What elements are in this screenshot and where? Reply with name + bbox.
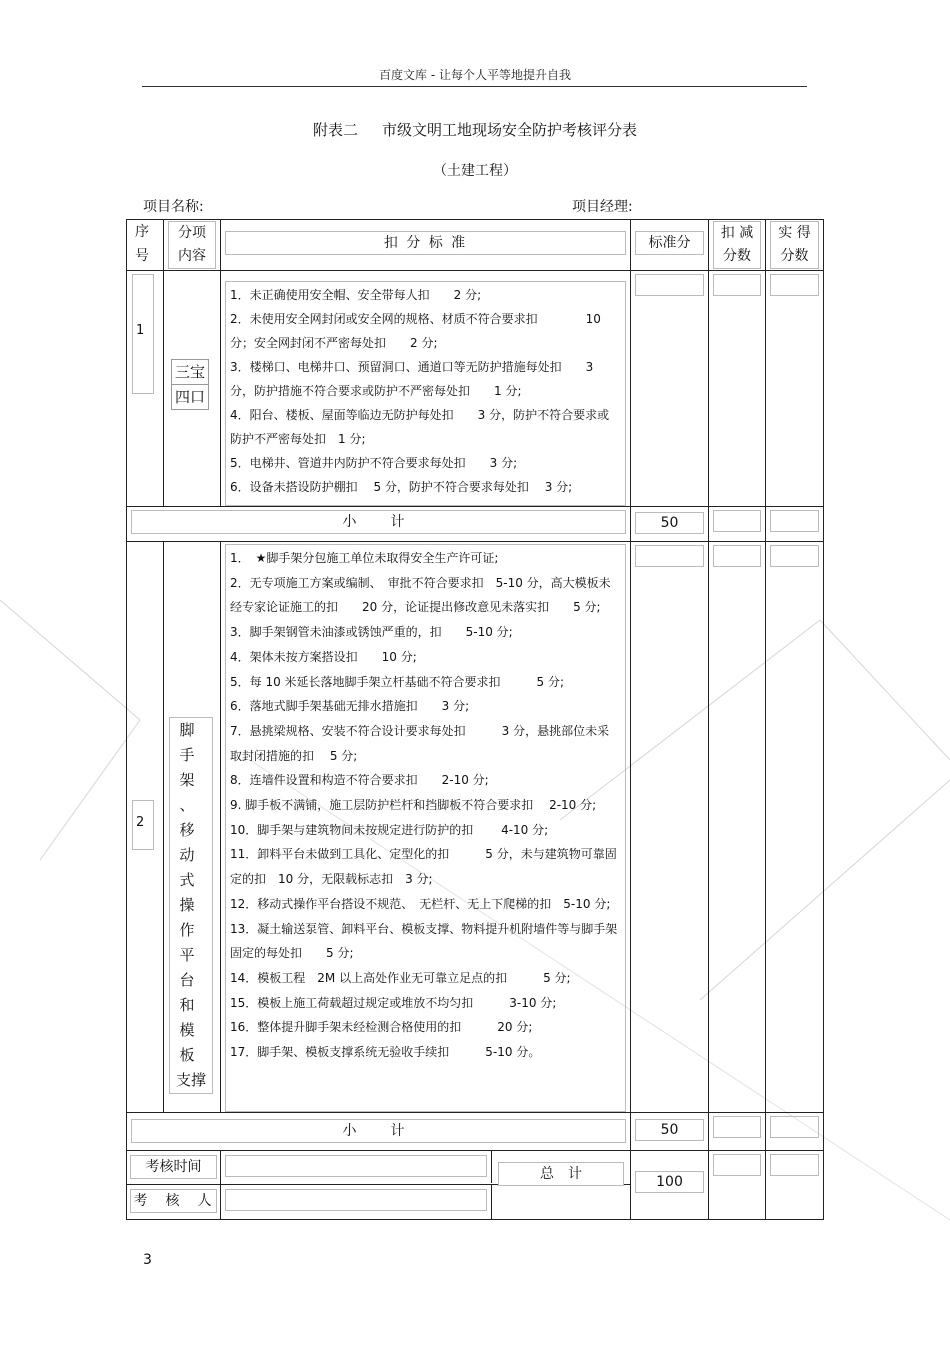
section-2-category-line: 式 操 [179,871,203,914]
section-2-subtotal-deduct-input[interactable] [713,1116,761,1138]
section-1-deduct-cell [709,271,766,507]
section-1-standard-cell [631,271,709,507]
criteria-item: 8．连墙件设置和构造不符合要求扣 2-10 分; [230,773,489,788]
section-2-category-line: 作 平 [179,921,203,964]
total-deduct-input[interactable] [713,1154,761,1176]
criteria-item: 15．模板上施工荷载超过规定或堆放不均匀扣 3-10 分; [230,995,557,1010]
total-actual-cell [766,1151,824,1220]
header-standard [631,220,709,271]
section-2-subtotal-score: 50 [635,1119,704,1141]
section-2-category-cell [164,542,221,1113]
criteria-item: 13．凝土输送泵管、卸料平台、模板支撑、物料提升机附墙件等与脚手架固定的每处扣 5 分; [230,921,618,961]
criteria-item: 12．移动式操作平台搭设不规范、 无栏杆、无上下爬梯的扣 5-10 分; [230,896,611,911]
header-seq-line1: 序 [135,224,149,240]
page-number: 3 [143,1252,152,1268]
section-2-subtotal-deduct-cell [709,1113,766,1151]
section-2-subtotal-label-cell [127,1113,631,1151]
examiner-label-cell [127,1185,221,1220]
section-2-subtotal-actual-cell [766,1113,824,1151]
section-1-subtotal-label-cell [127,507,631,542]
criteria-item: 1．未正确使用安全帽、安全带每人扣 2 分; [230,288,482,302]
header-actual-line1: 实 得 [778,225,811,241]
criteria-item: 14．模板工程 2M 以上高处作业无可靠立足点的扣 5 分; [230,970,571,985]
criteria-item: 7．悬挑梁规格、安装不符合设计要求每处扣 3 分，悬挑部位未采取封闭措施的扣 5 分; [230,723,610,763]
section-1-criteria-cell [221,271,631,507]
header-criteria-label: 扣 分 标 准 [225,231,626,255]
section-1-actual-input[interactable] [770,274,819,296]
section-2-subtotal-score-cell [631,1113,709,1151]
document-title [0,119,950,140]
section-1-criteria-list [225,281,626,506]
section-2-deduct-input[interactable] [713,545,761,567]
project-name-label: 项目名称: [143,199,204,215]
section-1-subtotal-label: 小 计 [131,510,626,534]
total-actual-input[interactable] [770,1154,819,1176]
section-1-seq-text: 1 [136,323,145,338]
header-actual-line2: 分数 [780,248,809,264]
criteria-item: 6．设备未搭设防护棚扣 5 分，防护不符合要求每处扣 3 分; [230,480,573,494]
section-2-standard-cell [631,542,709,1113]
section-1-subtotal-deduct-cell [709,507,766,542]
section-1-standard-box [635,274,704,296]
criteria-item: 5．电梯井、管道井内防护不符合要求每处扣 3 分; [230,456,518,470]
header-category-line1: 分项 [178,225,206,241]
section-1-category-line: 三宝 [174,363,205,381]
criteria-item: 9. 脚手板不满铺，施工层防护栏杆和挡脚板不符合要求扣 2-10 分; [230,798,597,813]
section-2-standard-box [635,545,704,567]
criteria-item: 16．整体提升脚手架未经检测合格使用的扣 20 分; [230,1020,533,1035]
section-1-subtotal-deduct-input[interactable] [713,510,761,532]
total-score: 100 [635,1171,704,1193]
document-subtitle: （土建工程） [433,163,517,179]
section-2-deduct-cell [709,542,766,1113]
section-2-seq-text: 2 [136,815,145,830]
section-1-actual-cell [766,271,824,507]
criteria-item: 4．阳台、楼板、屋面等临边无防护每处扣 3 分，防护不符合要求或防护不严密每处扣 1 分; [230,408,610,446]
table-row-subtotal [127,507,824,542]
section-2-category [169,717,213,1094]
criteria-item: 5．每 10 米延长落地脚手架立杆基础不符合要求扣 5 分; [230,674,565,689]
total-label: 总 计 [498,1162,624,1186]
section-2-category-line: 台 和 [179,971,203,1014]
header-standard-label: 标准分 [635,231,704,255]
criteria-item: 2．未使用安全网封闭或安全网的规格、材质不符合要求扣 10 分；安全网封闭不严密每处扣 2 分; [230,312,601,350]
section-1-subtotal-score-cell [631,507,709,542]
section-2-category-line: 移 动 [179,821,203,864]
criteria-item: 3．楼梯口、电梯井口、预留洞口、通道口等无防护措施每处扣 3 分，防护措施不符合要求或防护不严密每处扣 1 分; [230,360,594,398]
examiner-value-cell [221,1166,631,1220]
total-score-cell [631,1151,709,1220]
header-seq-line2: 号 [135,248,149,264]
header-seq [127,220,164,271]
examiner-label: 考 核 人 [130,1189,217,1213]
section-1-seq [132,274,154,394]
section-1-category-line: 四口 [172,384,208,409]
section-2-category-line: 架 、 [179,771,203,814]
exam-time-label-cell [127,1151,221,1185]
header-category-line2: 内容 [178,248,206,264]
criteria-item: 10．脚手架与建筑物间未按规定进行防护的扣 4-10 分; [230,822,549,837]
section-1-seq-cell [127,271,164,507]
project-manager-label: 项目经理: [572,199,633,215]
section-2-seq-cell [127,542,164,1113]
section-1-subtotal-score: 50 [635,512,704,534]
header-deduct-line1: 扣 减 [720,225,754,241]
exam-time-label: 考核时间 [130,1155,217,1179]
total-label-cell [491,1166,630,1219]
section-1-category-cell [164,271,221,507]
table-row-subtotal [127,1113,824,1151]
section-2-category-line: 支撑 [175,1071,206,1089]
criteria-item: 4．架体未按方案搭设扣 10 分; [230,649,417,664]
page-header-text: 百度文库 - 让每个人平等地提升自我 [379,68,571,82]
score-table [126,219,824,1220]
criteria-item: 2．无专项施工方案或编制、 审批不符合要求扣 5-10 分，高大模板未经专家论证施工的扣 20 分，论证提出修改意见未落实扣 5 分; [230,575,611,615]
criteria-item: 11．卸料平台未做到工具化、定型化的扣 5 分，未与建筑物可靠固定的扣 10 分，无限载标志扣 3 分; [230,847,617,887]
section-2-criteria-cell [221,542,631,1113]
header-criteria [221,220,631,271]
header-deduct-line2: 分数 [723,248,751,264]
section-2-subtotal-actual-input[interactable] [770,1116,819,1138]
header-category [164,220,221,271]
title-main: 市级文明工地现场安全防护考核评分表 [382,121,638,139]
table-header-row [127,220,824,271]
table-row [127,271,824,507]
section-2-actual-cell [766,542,824,1113]
section-1-category [171,359,209,410]
exam-time-input[interactable] [225,1155,487,1177]
section-1-subtotal-actual-cell [766,507,824,542]
examiner-input[interactable] [225,1189,487,1211]
section-2-category-line: 模 板 [179,1021,203,1064]
section-2-seq [132,800,154,850]
criteria-item: 17．脚手架、模板支撑系统无验收手续扣 5-10 分。 [230,1045,541,1060]
section-2-subtotal-label: 小 计 [131,1119,626,1143]
criteria-item: 6．落地式脚手架基础无排水措施扣 3 分; [230,699,470,714]
total-deduct-cell [709,1151,766,1220]
header-deduct [709,220,766,271]
criteria-item: 1． ★脚手架分包施工单位未取得安全生产许可证; [230,551,499,565]
header-rule [142,86,807,87]
footer-row-time [127,1151,824,1185]
section-1-deduct-input[interactable] [713,274,761,296]
header-actual [766,220,824,271]
section-1-subtotal-actual-input[interactable] [770,510,819,532]
section-2-actual-input[interactable] [770,545,819,567]
section-2-category-line: 脚 手 [179,721,203,764]
table-row [127,542,824,1113]
title-prefix: 附表二 [312,121,358,139]
criteria-item: 3．脚手架钢管未油漆或锈蚀严重的，扣 5-10 分; [230,625,513,640]
section-2-criteria-list [225,544,626,1112]
